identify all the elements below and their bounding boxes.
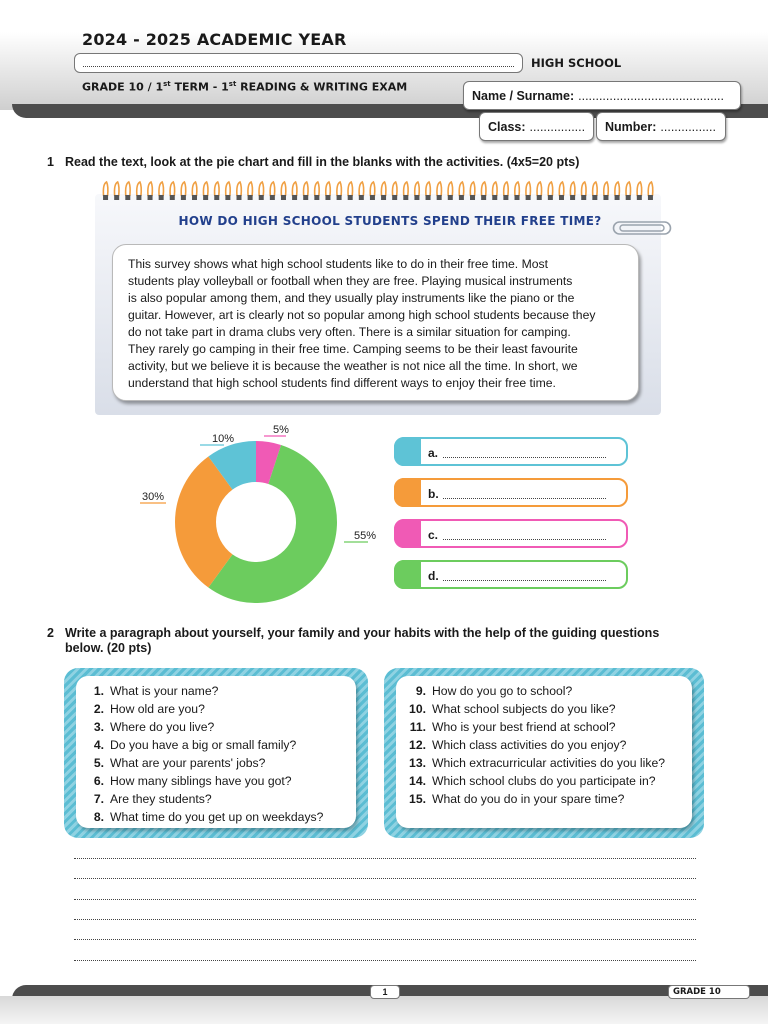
spiral-hole xyxy=(225,195,230,200)
spiral-ring xyxy=(248,182,253,196)
spiral-hole xyxy=(515,195,520,200)
spiral-hole xyxy=(303,195,308,200)
question-number: 14. xyxy=(409,774,426,788)
spiral-hole xyxy=(314,195,319,200)
spiral-ring xyxy=(615,182,620,196)
question-text: Where do you live? xyxy=(110,720,215,734)
answer-label-c: c. xyxy=(428,528,439,542)
question-number: 2. xyxy=(93,702,104,716)
spiral-ring xyxy=(281,182,286,196)
number-field[interactable] xyxy=(596,112,726,141)
guiding-question-item xyxy=(408,754,692,772)
spiral-hole xyxy=(259,195,264,200)
pie-label: 10% xyxy=(212,433,235,445)
question-text: Do you have a big or small family? xyxy=(110,738,297,752)
question-number: 10. xyxy=(409,702,426,716)
spiral-ring xyxy=(548,182,553,196)
question-text: What are your parents' jobs? xyxy=(110,756,266,770)
question-number: 12. xyxy=(409,738,426,752)
school-name-field[interactable] xyxy=(74,53,523,73)
spiral-hole xyxy=(481,195,486,200)
spiral-ring xyxy=(370,182,375,196)
number-label: Number: xyxy=(605,119,657,134)
spiral-hole xyxy=(359,195,364,200)
question-text: Which school clubs do you participate in? xyxy=(432,774,656,788)
writing-line[interactable] xyxy=(74,858,696,859)
spiral-ring xyxy=(404,182,409,196)
spiral-ring xyxy=(470,182,475,196)
guiding-question-item xyxy=(90,682,356,700)
pie-label: 5% xyxy=(273,424,289,436)
spiral-hole xyxy=(448,195,453,200)
footer-grade-tag: GRADE 10 xyxy=(668,985,750,999)
spiral-hole xyxy=(370,195,375,200)
spiral-hole xyxy=(503,195,508,200)
spiral-hole xyxy=(292,195,297,200)
pie-label: 55% xyxy=(354,530,377,542)
spiral-ring xyxy=(359,182,364,196)
page-number: 1 xyxy=(370,985,400,999)
spiral-hole xyxy=(114,195,119,200)
answer-swatch-a xyxy=(394,437,421,466)
guiding-question-item xyxy=(408,700,692,718)
spiral-hole xyxy=(325,195,330,200)
spiral-ring xyxy=(637,182,642,196)
spiral-hole xyxy=(103,195,108,200)
spiral-ring xyxy=(426,182,431,196)
spiral-hole xyxy=(437,195,442,200)
spiral-ring xyxy=(437,182,442,196)
guiding-questions-right xyxy=(384,668,704,838)
spiral-ring xyxy=(304,182,309,196)
spiral-hole xyxy=(592,195,597,200)
spiral-ring xyxy=(626,182,631,196)
question-list-left xyxy=(90,682,356,826)
high-school-label: HIGH SCHOOL xyxy=(531,56,622,70)
footer-background xyxy=(0,996,768,1024)
spiral-hole xyxy=(192,195,197,200)
spiral-ring xyxy=(392,182,397,196)
number-blank: ................ xyxy=(660,119,716,134)
spiral-hole xyxy=(214,195,219,200)
question-number: 7. xyxy=(93,792,104,806)
spiral-ring xyxy=(348,182,353,196)
spiral-ring xyxy=(559,182,564,196)
spiral-ring xyxy=(515,182,520,196)
spiral-ring xyxy=(148,182,153,196)
spiral-ring xyxy=(537,182,542,196)
spiral-hole xyxy=(203,195,208,200)
reading-text: This survey shows what high school students like to do in their free time. Most students play volleyball or football when they are free. Playing musical instruments is also popular among them, and they usually play instruments like the piano or the guitar. However, art is clearly not so popular among high school students because they do not take part in drama clubs very often. There is a similar situation for camping. They rarely go camping in their free time. Camping seems to be their least favourite activity, but we believe it is because the weather is not nice all the time. In short, we understand that high school students find different ways to enjoy their free time. xyxy=(128,257,596,390)
spiral-ring xyxy=(126,182,131,196)
spiral-hole xyxy=(181,195,186,200)
spiral-ring xyxy=(137,182,142,196)
guiding-question-item xyxy=(408,718,692,736)
spiral-hole xyxy=(570,195,575,200)
question-text: How many siblings have you got? xyxy=(110,774,292,788)
answer-blank-b[interactable] xyxy=(394,478,628,507)
spiral-ring xyxy=(215,182,220,196)
question-text: What do you do in your spare time? xyxy=(432,792,625,806)
spiral-hole xyxy=(537,195,542,200)
spiral-ring xyxy=(270,182,275,196)
guiding-questions-left xyxy=(64,668,368,838)
guiding-question-item xyxy=(90,808,356,826)
spiral-hole xyxy=(170,195,175,200)
spiral-hole xyxy=(526,195,531,200)
spiral-ring xyxy=(526,182,531,196)
spiral-ring xyxy=(381,182,386,196)
question-number: 1. xyxy=(93,684,104,698)
writing-line[interactable] xyxy=(74,899,696,900)
spiral-hole xyxy=(125,195,130,200)
question-number: 11. xyxy=(409,720,426,734)
spiral-hole xyxy=(148,195,153,200)
answer-swatch-c xyxy=(394,519,421,548)
question-2-instruction: Write a paragraph about yourself, your family and your habits with the help of the guiding questions below. (20 pts) xyxy=(65,626,660,655)
question-number: 8. xyxy=(93,810,104,824)
spiral-hole xyxy=(648,195,653,200)
question-list-right xyxy=(408,682,692,808)
spiral-ring xyxy=(114,182,119,196)
question-1-number: 1 xyxy=(47,155,54,169)
writing-line[interactable] xyxy=(74,919,696,920)
spiral-ring xyxy=(582,182,587,196)
spiral-hole xyxy=(581,195,586,200)
class-field[interactable] xyxy=(479,112,594,141)
spiral-hole xyxy=(426,195,431,200)
pie-label: 30% xyxy=(142,491,165,503)
spiral-hole xyxy=(470,195,475,200)
spiral-hole xyxy=(637,195,642,200)
spiral-hole xyxy=(381,195,386,200)
question-text: What school subjects do you like? xyxy=(432,702,616,716)
question-text: How do you go to school? xyxy=(432,684,573,698)
spiral-ring xyxy=(481,182,486,196)
spiral-ring xyxy=(604,182,609,196)
reading-text-card xyxy=(112,244,639,401)
spiral-hole xyxy=(159,195,164,200)
spiral-ring xyxy=(504,182,509,196)
spiral-ring xyxy=(593,182,598,196)
writing-line[interactable] xyxy=(74,939,696,940)
question-text: What is your name? xyxy=(110,684,219,698)
answer-blank-a[interactable] xyxy=(394,437,628,466)
spiral-ring xyxy=(315,182,320,196)
spiral-hole xyxy=(281,195,286,200)
name-label: Name / Surname: xyxy=(472,88,575,103)
guiding-question-item xyxy=(90,790,356,808)
spiral-ring xyxy=(226,182,231,196)
answer-label-a: a. xyxy=(428,446,439,460)
question-number: 3. xyxy=(93,720,104,734)
spiral-ring xyxy=(415,182,420,196)
answer-swatch-b xyxy=(394,478,421,507)
answer-blank-d[interactable] xyxy=(394,560,628,589)
spiral-hole xyxy=(348,195,353,200)
spiral-hole xyxy=(603,195,608,200)
spiral-hole xyxy=(392,195,397,200)
question-number: 9. xyxy=(415,684,426,698)
spiral-ring xyxy=(103,182,108,196)
answer-swatch-d xyxy=(394,560,421,589)
spiral-binding-icon xyxy=(100,180,656,202)
spiral-hole xyxy=(615,195,620,200)
spiral-hole xyxy=(414,195,419,200)
spiral-ring xyxy=(459,182,464,196)
academic-year-title: 2024 - 2025 ACADEMIC YEAR xyxy=(82,30,347,49)
question-2-number: 2 xyxy=(47,626,54,640)
donut-chart xyxy=(130,420,380,610)
spiral-ring xyxy=(159,182,164,196)
spiral-ring xyxy=(192,182,197,196)
spiral-ring xyxy=(203,182,208,196)
spiral-hole xyxy=(459,195,464,200)
guiding-question-item xyxy=(90,736,356,754)
answer-label-d: d. xyxy=(428,569,439,583)
question-text: What time do you get up on weekdays? xyxy=(110,810,324,824)
guiding-question-item xyxy=(408,682,692,700)
guiding-question-item xyxy=(90,718,356,736)
question-text: Who is your best friend at school? xyxy=(432,720,616,734)
exam-title: GRADE 10 / 1st TERM - 1st READING & WRITING EXAM xyxy=(82,80,408,94)
question-number: 6. xyxy=(93,774,104,788)
spiral-ring xyxy=(648,182,653,196)
answer-label-b: b. xyxy=(428,487,439,501)
spiral-ring xyxy=(181,182,186,196)
spiral-ring xyxy=(448,182,453,196)
spiral-ring xyxy=(170,182,175,196)
question-1-instruction: Read the text, look at the pie chart and fill in the blanks with the activities. (4x5=20 pts) xyxy=(65,155,580,169)
question-text: Which class activities do you enjoy? xyxy=(432,738,627,752)
class-blank: ................ xyxy=(529,119,586,134)
class-label: Class: xyxy=(488,119,526,134)
spiral-ring xyxy=(493,182,498,196)
question-text: Are they students? xyxy=(110,792,212,806)
spiral-hole xyxy=(248,195,253,200)
question-number: 5. xyxy=(93,756,104,770)
spiral-ring xyxy=(570,182,575,196)
guiding-question-item xyxy=(408,790,692,808)
name-surname-field[interactable] xyxy=(463,81,741,110)
spiral-hole xyxy=(492,195,497,200)
question-text: How old are you? xyxy=(110,702,205,716)
name-blank: .......................................... xyxy=(578,88,724,103)
guiding-question-item xyxy=(90,772,356,790)
writing-line[interactable] xyxy=(74,960,696,961)
spiral-ring xyxy=(337,182,342,196)
paperclip-icon xyxy=(612,220,672,236)
spiral-ring xyxy=(326,182,331,196)
notebook-title: HOW DO HIGH SCHOOL STUDENTS SPEND THEIR FREE TIME? xyxy=(178,214,602,228)
spiral-hole xyxy=(337,195,342,200)
spiral-hole xyxy=(626,195,631,200)
spiral-hole xyxy=(548,195,553,200)
answer-blank-c[interactable] xyxy=(394,519,628,548)
spiral-hole xyxy=(403,195,408,200)
spiral-hole xyxy=(136,195,141,200)
spiral-ring xyxy=(237,182,242,196)
question-number: 13. xyxy=(409,756,426,770)
writing-line[interactable] xyxy=(74,878,696,879)
spiral-hole xyxy=(559,195,564,200)
guiding-question-item xyxy=(408,736,692,754)
guiding-question-item xyxy=(90,754,356,772)
spiral-ring xyxy=(292,182,297,196)
question-number: 4. xyxy=(93,738,104,752)
guiding-question-item xyxy=(90,700,356,718)
question-text: Which extracurricular activities do you like? xyxy=(432,756,666,770)
question-number: 15. xyxy=(409,792,426,806)
spiral-hole xyxy=(270,195,275,200)
guiding-question-item xyxy=(408,772,692,790)
spiral-ring xyxy=(259,182,264,196)
spiral-hole xyxy=(237,195,242,200)
